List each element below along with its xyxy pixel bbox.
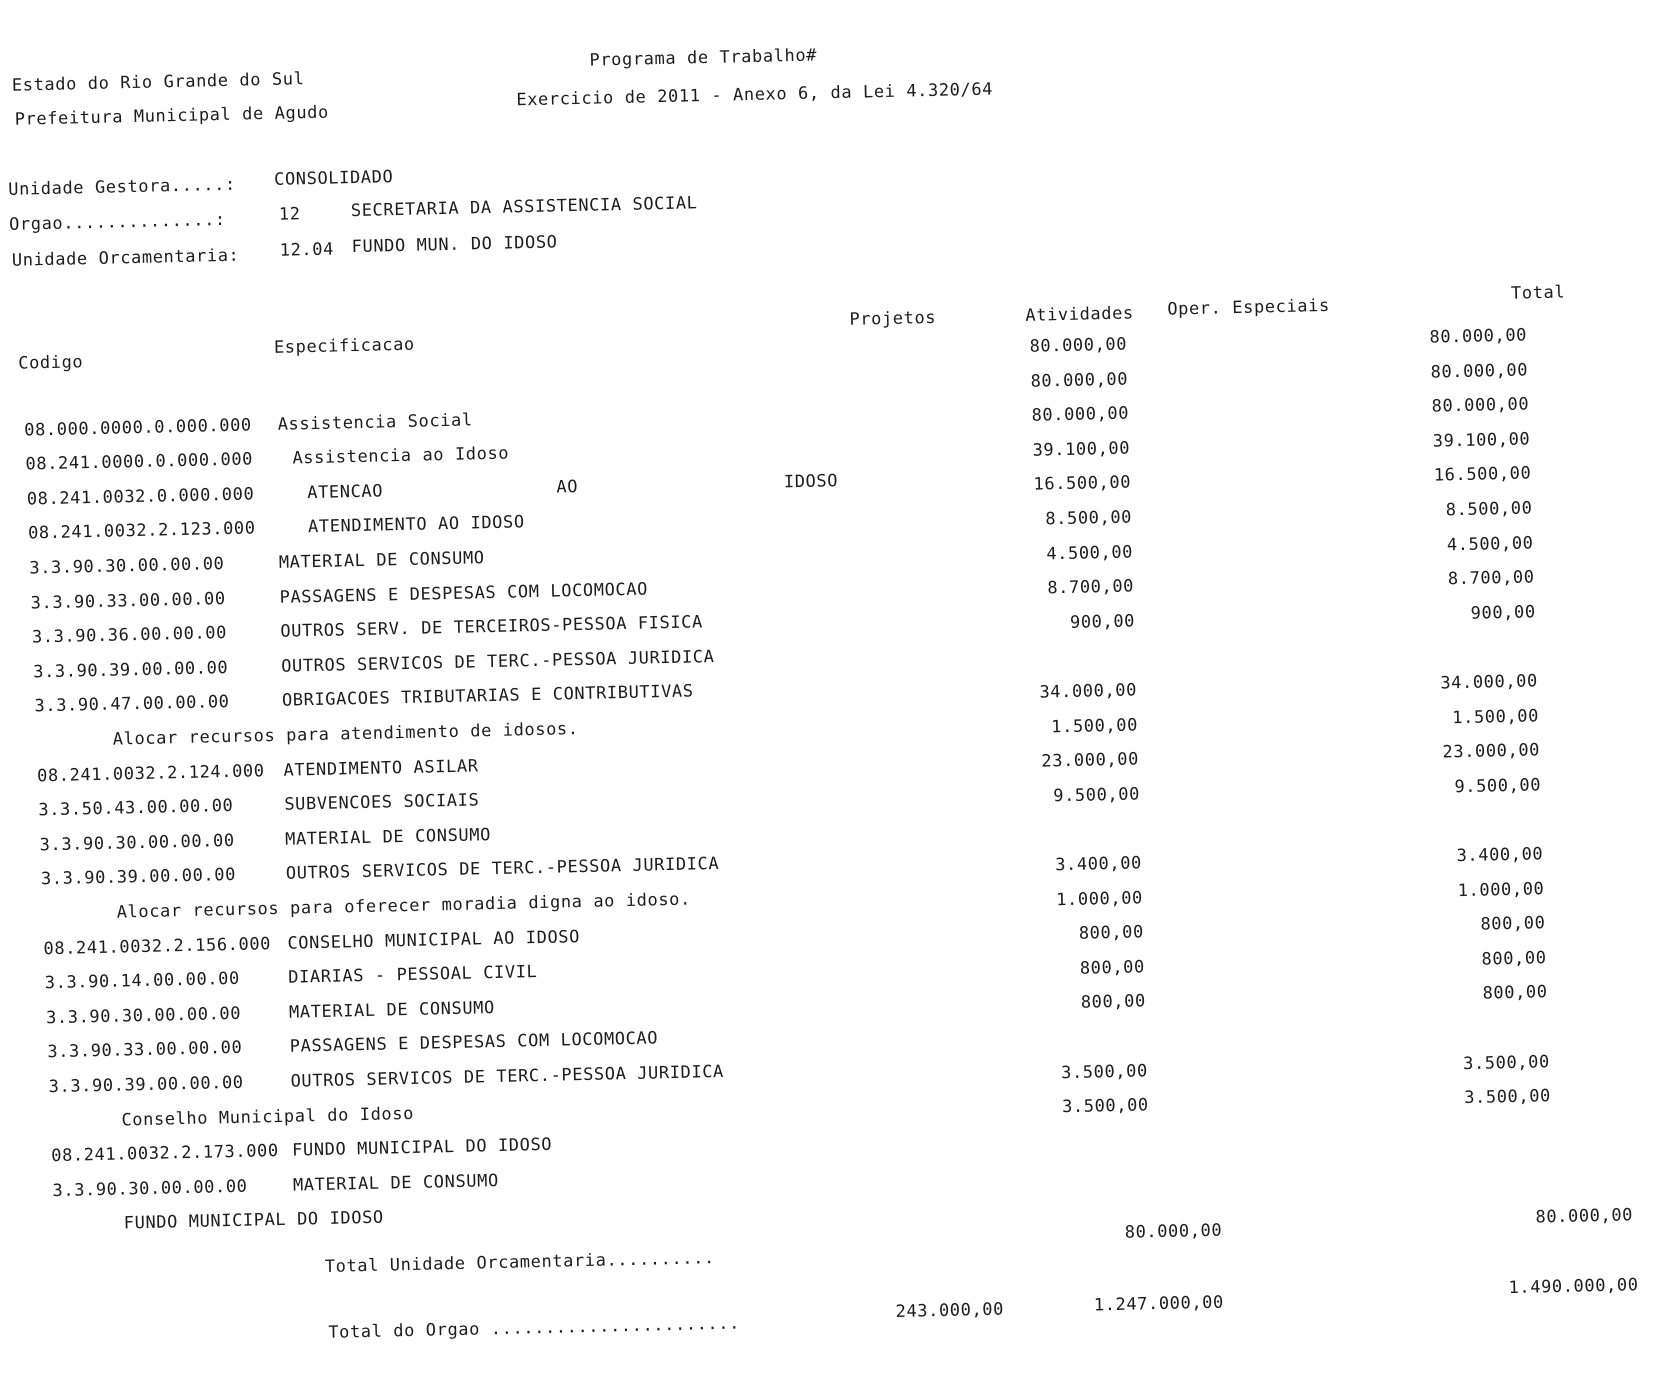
unidade-orcamentaria-value: FUNDO MUN. DO IDOSO xyxy=(351,232,558,258)
row-total: 900,00 xyxy=(1470,602,1536,624)
row-description: CONSELHO MUNICIPAL AO IDOSO xyxy=(287,926,581,954)
row-description: MATERIAL DE CONSUMO xyxy=(292,1170,500,1196)
row-atividades: 4.500,00 xyxy=(1046,542,1134,564)
row-description: OUTROS SERVICOS DE TERC.-PESSOA JURIDICA xyxy=(290,1061,725,1092)
row-atividades: 3.400,00 xyxy=(1054,853,1143,876)
row-code: 08.241.0032.2.173.000 xyxy=(51,1141,279,1167)
row-code: 08.000.0000.0.000.000 xyxy=(24,414,252,441)
row-description: SUBVENCOES SOCIAIS xyxy=(284,790,480,815)
row-atividades: 23.000,00 xyxy=(1041,749,1140,772)
row-description: FUNDO MUNICIPAL DO IDOSO xyxy=(291,1134,553,1161)
row-description: ATENCAO AO IDOSO xyxy=(307,470,839,503)
row-atividades: 9.500,00 xyxy=(1053,784,1141,807)
row-code: 08.241.0000.0.000.000 xyxy=(25,449,254,475)
row-atividades: 3.500,00 xyxy=(1060,1060,1149,1083)
orgao-value: SECRETARIA DA ASSISTENCIA SOCIAL xyxy=(350,193,698,222)
row-total: 3.400,00 xyxy=(1456,844,1544,867)
row-atividades: 800,00 xyxy=(1079,957,1146,979)
row-description: MATERIAL DE CONSUMO xyxy=(278,548,485,573)
row-code: 3.3.90.30.00.00.00 xyxy=(45,1003,242,1029)
row-atividades: 800,00 xyxy=(1080,991,1147,1014)
row-total: 80.000,00 xyxy=(1430,360,1529,383)
row-total: 3.500,00 xyxy=(1463,1086,1552,1109)
row-total: 800,00 xyxy=(1482,982,1548,1005)
col-atividades: Atividades xyxy=(1025,303,1134,326)
row-description: PASSAGENS E DESPESAS COM LOCOMOCAO xyxy=(279,579,649,608)
row-total: 39.100,00 xyxy=(1432,429,1531,452)
row-code: 08.241.0032.0.000.000 xyxy=(26,484,255,510)
row-description: ATENDIMENTO AO IDOSO xyxy=(307,512,525,538)
orgao-label: Orgao..............: xyxy=(8,209,226,235)
row-code: 3.3.90.39.00.00.00 xyxy=(40,865,237,890)
total-orgao-label: Total do Orgao ....................... xyxy=(328,1313,741,1343)
row-description: Assistencia ao Idoso xyxy=(292,443,510,469)
row-description: OUTROS SERV. DE TERCEIROS-PESSOA FISICA xyxy=(280,612,704,642)
row-code: 08.241.0032.2.123.000 xyxy=(27,518,256,544)
row-atividades: 34.000,00 xyxy=(1039,680,1138,703)
row-total: 4.500,00 xyxy=(1446,532,1534,555)
row-atividades: 80.000,00 xyxy=(1029,334,1128,357)
unidade-gestora-value: CONSOLIDADO xyxy=(273,167,394,190)
row-total: 8.700,00 xyxy=(1447,567,1535,590)
row-description: MATERIAL DE CONSUMO xyxy=(288,997,496,1023)
row-code: 08.241.0032.2.156.000 xyxy=(43,933,272,959)
row-total: 1.000,00 xyxy=(1457,878,1545,901)
row-description: PASSAGENS E DESPESAS COM LOCOMOCAO xyxy=(289,1028,659,1058)
row-atividades: 8.700,00 xyxy=(1047,576,1135,599)
row-atividades: 80.000,00 xyxy=(1030,369,1129,392)
row-code: 3.3.90.14.00.00.00 xyxy=(44,969,241,994)
row-description: ATENDIMENTO ASILAR xyxy=(283,755,479,781)
row-code: 08.241.0032.2.124.000 xyxy=(36,760,265,786)
row-total: 3.500,00 xyxy=(1462,1051,1551,1074)
row-code: 3.3.90.47.00.00.00 xyxy=(34,692,230,717)
row-total: 80.000,00 xyxy=(1431,394,1530,417)
row-total: 8.500,00 xyxy=(1445,498,1533,521)
row-note: Alocar recursos para atendimento de idosos. xyxy=(112,719,579,750)
row-note: Alocar recursos para oferecer moradia digna ao idoso. xyxy=(116,889,692,923)
row-total: 9.500,00 xyxy=(1454,775,1542,797)
row-atividades: 8.500,00 xyxy=(1045,507,1133,530)
total-orgao-total: 1.490.000,00 xyxy=(1508,1275,1639,1299)
programa-title: Programa de Trabalho# xyxy=(589,45,818,71)
row-code: 3.3.90.33.00.00.00 xyxy=(47,1038,243,1063)
unidade-gestora-label: Unidade Gestora.....: xyxy=(8,174,237,200)
prefeitura-heading: Prefeitura Municipal de Agudo xyxy=(14,102,330,130)
orgao-code: 12 xyxy=(278,204,301,225)
row-description: OUTROS SERVICOS DE TERC.-PESSOA JURIDICA xyxy=(285,854,720,885)
row-atividades: 1.500,00 xyxy=(1051,714,1139,737)
row-atividades: 900,00 xyxy=(1069,611,1136,633)
row-atividades: 1.000,00 xyxy=(1055,887,1144,910)
row-total: 16.500,00 xyxy=(1433,463,1532,486)
total-unidade-label: Total Unidade Orcamentaria.......... xyxy=(324,1248,716,1277)
row-code: 3.3.90.33.00.00.00 xyxy=(30,588,226,614)
row-code: 3.3.90.30.00.00.00 xyxy=(52,1176,248,1201)
row-description: OUTROS SERVICOS DE TERC.-PESSOA JURIDICA xyxy=(280,646,715,677)
row-total: 800,00 xyxy=(1481,947,1547,970)
row-atividades: 800,00 xyxy=(1078,922,1145,944)
row-description: Assistencia Social xyxy=(277,409,473,435)
col-total: Total xyxy=(1510,282,1566,304)
total-orgao-atividades: 1.247.000,00 xyxy=(1093,1292,1225,1316)
row-atividades: 80.000,00 xyxy=(1031,403,1130,426)
row-total: 34.000,00 xyxy=(1440,671,1539,694)
row-code: 3.3.90.30.00.00.00 xyxy=(29,554,225,579)
row-note: Conselho Municipal do Idoso xyxy=(121,1103,415,1131)
row-atividades: 3.500,00 xyxy=(1061,1095,1150,1118)
row-atividades: 16.500,00 xyxy=(1033,472,1132,496)
total-unidade-atividades: 80.000,00 xyxy=(1124,1220,1223,1243)
row-total: 23.000,00 xyxy=(1442,740,1541,763)
col-oper-especiais: Oper. Especiais xyxy=(1167,295,1331,320)
row-code: 3.3.90.39.00.00.00 xyxy=(33,657,229,683)
col-codigo: Codigo xyxy=(18,352,84,374)
row-note: FUNDO MUNICIPAL DO IDOSO xyxy=(123,1207,385,1234)
total-orgao-projetos: 243.000,00 xyxy=(895,1299,1005,1323)
row-description: DIARIAS - PESSOAL CIVIL xyxy=(288,962,538,988)
col-especificacao: Especificacao xyxy=(273,334,416,358)
row-total: 80.000,00 xyxy=(1429,325,1528,348)
row-description: OBRIGACOES TRIBUTARIAS E CONTRIBUTIVAS xyxy=(281,681,694,712)
row-code: 3.3.50.43.00.00.00 xyxy=(38,796,234,821)
unidade-orcamentaria-code: 12.04 xyxy=(279,239,335,261)
row-code: 3.3.90.36.00.00.00 xyxy=(31,623,228,648)
row-description: MATERIAL DE CONSUMO xyxy=(284,824,492,850)
row-atividades: 39.100,00 xyxy=(1032,438,1131,461)
unidade-orcamentaria-label: Unidade Orcamentaria: xyxy=(11,245,240,271)
total-unidade-total: 80.000,00 xyxy=(1535,1205,1634,1228)
row-total: 1.500,00 xyxy=(1452,705,1540,728)
row-total: 800,00 xyxy=(1480,913,1546,935)
estado-heading: Estado do Rio Grande do Sul xyxy=(11,69,305,96)
row-code: 3.3.90.39.00.00.00 xyxy=(48,1072,244,1098)
exercicio-subtitle: Exercicio de 2011 - Anexo 6, da Lei 4.320/64 xyxy=(516,79,994,111)
col-projetos: Projetos xyxy=(849,307,937,330)
row-code: 3.3.90.30.00.00.00 xyxy=(39,830,235,856)
